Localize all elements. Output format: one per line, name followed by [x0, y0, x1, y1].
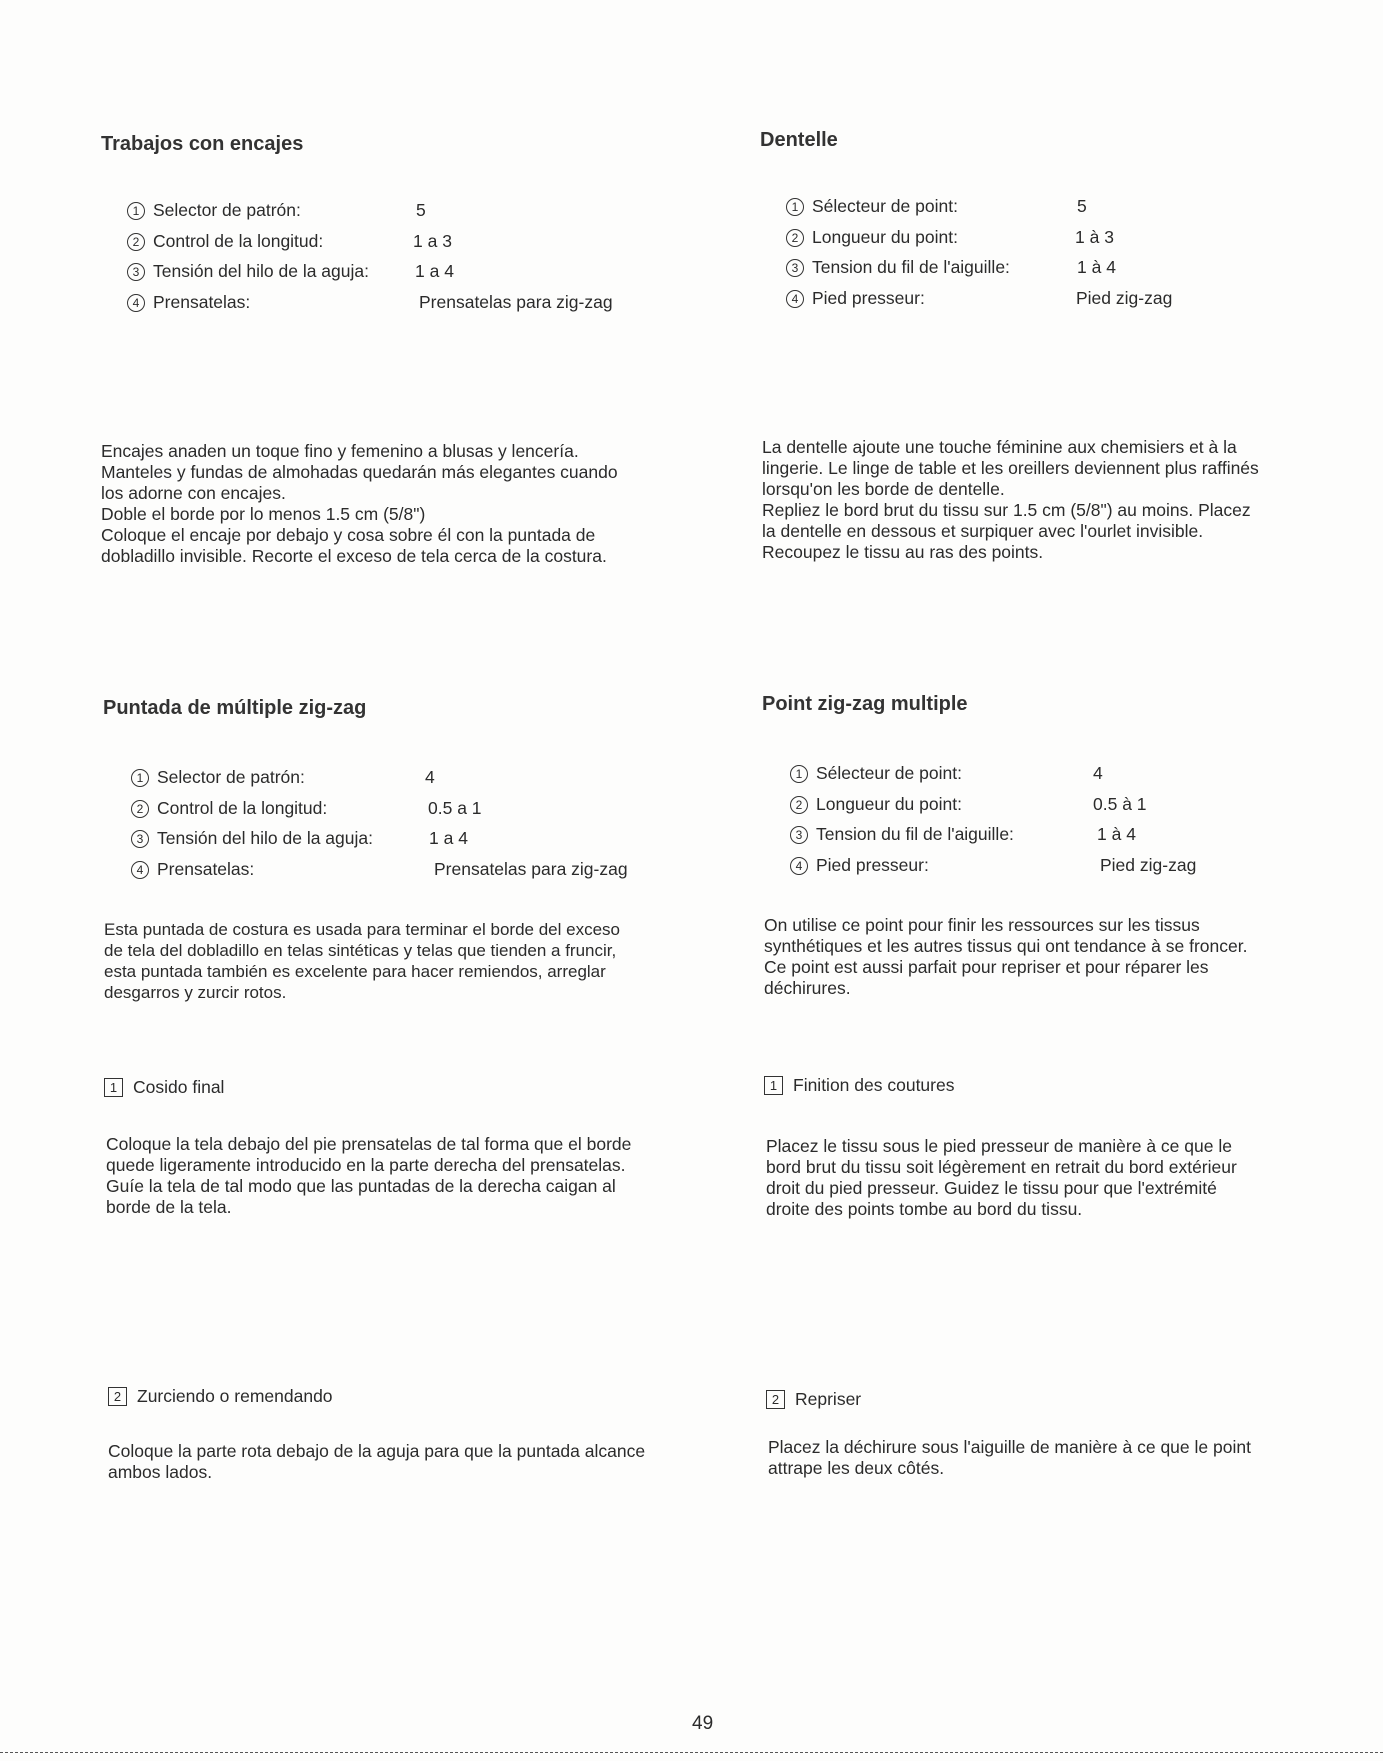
paragraph-line: lorsqu'on les borde de dentelle.	[762, 479, 1005, 499]
setting-label: Longueur du point:	[812, 227, 958, 247]
paragraph-line: Recoupez le tissu au ras des points.	[762, 542, 1044, 562]
subsection-title: Repriser	[795, 1389, 862, 1409]
paragraph-line: Coloque el encaje por debajo y cosa sobre él con la puntada de	[101, 525, 596, 545]
setting-value: 0.5 a 1	[428, 798, 482, 818]
paragraph-line: los adorne con encajes.	[101, 483, 286, 503]
setting-value: Pied zig-zag	[1100, 855, 1197, 875]
step-number-square: 1	[764, 1076, 783, 1095]
setting-label: Pied presseur:	[812, 288, 925, 308]
step-number-circle: 3	[790, 826, 808, 844]
paragraph-line: Esta puntada de costura es usada para terminar el borde del exceso	[104, 920, 620, 939]
setting-row	[790, 763, 962, 784]
setting-label: Tension du fil de l'aiguille:	[812, 257, 1010, 277]
setting-row	[127, 261, 369, 282]
section-title-lace-fr: Dentelle	[760, 129, 838, 151]
subsection-title: Cosido final	[133, 1077, 225, 1097]
paragraph-line: Repliez le bord brut du tissu sur 1.5 cm (5/8") au moins. Placez	[762, 500, 1251, 520]
step-number-circle: 1	[131, 769, 149, 787]
step-number-square: 2	[108, 1387, 127, 1406]
step-number-circle: 1	[127, 202, 145, 220]
setting-row	[786, 257, 1010, 278]
setting-value: 1 à 3	[1075, 227, 1114, 247]
setting-row	[127, 292, 250, 313]
setting-value: 5	[1077, 196, 1087, 216]
setting-label: Selector de patrón:	[157, 767, 305, 787]
setting-label: Control de la longitud:	[153, 231, 324, 251]
paragraph-line: attrape les deux côtés.	[768, 1458, 945, 1478]
step-number-circle: 4	[786, 290, 804, 308]
paragraph-line: dobladillo invisible. Recorte el exceso de tela cerca de la costura.	[101, 546, 607, 566]
setting-row	[790, 824, 1014, 845]
paragraph-line: droite des points tombe au bord du tissu.	[766, 1199, 1083, 1219]
paragraph-line: Coloque la parte rota debajo de la aguja para que la puntada alcance	[108, 1441, 646, 1461]
subsection-finish-seam-es	[104, 1077, 224, 1098]
step-number-circle: 2	[131, 800, 149, 818]
setting-value: 4	[425, 767, 435, 787]
setting-label: Longueur du point:	[816, 794, 962, 814]
step-number-square: 1	[104, 1078, 123, 1097]
paragraph-line: déchirures.	[764, 978, 851, 998]
setting-row	[786, 288, 925, 309]
step-number-circle: 2	[127, 233, 145, 251]
setting-value: 1 à 4	[1077, 257, 1116, 277]
step-number-circle: 2	[790, 796, 808, 814]
setting-row	[790, 794, 962, 815]
paragraph-lace-es	[101, 441, 701, 567]
subsection-darning-es	[108, 1386, 333, 1407]
paragraph-line: La dentelle ajoute une touche féminine aux chemisiers et à la	[762, 437, 1237, 457]
step-number-circle: 4	[790, 857, 808, 875]
setting-row	[786, 196, 958, 217]
setting-row	[786, 227, 958, 248]
setting-label: Tensión del hilo de la aguja:	[157, 828, 373, 848]
setting-value: Prensatelas para zig-zag	[419, 292, 613, 312]
setting-label: Pied presseur:	[816, 855, 929, 875]
setting-value: 4	[1093, 763, 1103, 783]
step-number-circle: 1	[786, 198, 804, 216]
paragraph-line: Doble el borde por lo menos 1.5 cm (5/8")	[101, 504, 426, 524]
paragraph-lace-fr	[762, 437, 1362, 563]
setting-row	[131, 859, 254, 880]
setting-label: Selector de patrón:	[153, 200, 301, 220]
setting-label: Sélecteur de point:	[816, 763, 962, 783]
paragraph-line: On utilise ce point pour finir les ressources sur les tissus	[764, 915, 1200, 935]
setting-value: Pied zig-zag	[1076, 288, 1173, 308]
setting-label: Control de la longitud:	[157, 798, 328, 818]
paragraph-line: la dentelle en dessous et surpiquer avec l'ourlet invisible.	[762, 521, 1204, 541]
paragraph-line: quede ligeramente introducido en la parte derecha del prensatelas.	[106, 1155, 626, 1175]
step-number-circle: 2	[786, 229, 804, 247]
setting-value: 1 a 3	[413, 231, 452, 251]
setting-value: Prensatelas para zig-zag	[434, 859, 628, 879]
subsection-title: Zurciendo o remendando	[137, 1386, 333, 1406]
setting-value: 1 à 4	[1097, 824, 1136, 844]
setting-label: Prensatelas:	[157, 859, 255, 879]
setting-value: 1 a 4	[415, 261, 454, 281]
paragraph-line: Manteles y fundas de almohadas quedarán más elegantes cuando	[101, 462, 618, 482]
subsection-finish-seam-fr	[764, 1075, 954, 1096]
paragraph-line: lingerie. Le linge de table et les oreillers deviennent plus raffinés	[762, 458, 1259, 478]
setting-row	[131, 798, 327, 819]
section-title-multizigzag-es: Puntada de múltiple zig-zag	[103, 697, 367, 719]
paragraph-line: Placez la déchirure sous l'aiguille de manière à ce que le point	[768, 1437, 1251, 1457]
setting-row	[790, 855, 929, 876]
setting-label: Prensatelas:	[153, 292, 251, 312]
setting-row	[131, 767, 305, 788]
setting-row	[127, 200, 301, 221]
setting-label: Tension du fil de l'aiguille:	[816, 824, 1014, 844]
page-number: 49	[692, 1713, 714, 1734]
setting-label: Sélecteur de point:	[812, 196, 958, 216]
step-number-circle: 3	[131, 830, 149, 848]
setting-row	[131, 828, 373, 849]
paragraph-line: ambos lados.	[108, 1462, 213, 1482]
paragraph-line: Coloque la tela debajo del pie prensatelas de tal forma que el borde	[106, 1134, 632, 1154]
section-title-multizigzag-fr: Point zig-zag multiple	[762, 693, 968, 715]
page-bottom-rule	[0, 1752, 1383, 1753]
paragraph-line: de tela del dobladillo en telas sintéticas y telas que tienden a fruncir,	[104, 941, 617, 960]
paragraph-line: Ce point est aussi parfait pour repriser et pour réparer les	[764, 957, 1209, 977]
paragraph-line: Placez le tissu sous le pied presseur de manière à ce que le	[766, 1136, 1232, 1156]
step-number-circle: 4	[127, 294, 145, 312]
paragraph-line: Encajes anaden un toque fino y femenino a blusas y lencería.	[101, 441, 579, 461]
subsection-darning-fr	[766, 1389, 861, 1410]
paragraph-darning-fr	[768, 1437, 1368, 1479]
setting-value: 5	[416, 200, 426, 220]
setting-value: 1 a 4	[429, 828, 468, 848]
setting-value: 0.5 à 1	[1093, 794, 1147, 814]
step-number-square: 2	[766, 1390, 785, 1409]
setting-label: Tensión del hilo de la aguja:	[153, 261, 369, 281]
step-number-circle: 3	[127, 263, 145, 281]
step-number-circle: 3	[786, 259, 804, 277]
section-title-lace-es: Trabajos con encajes	[101, 133, 304, 155]
setting-row	[127, 231, 323, 252]
paragraph-finish-seam-es	[106, 1134, 706, 1218]
step-number-circle: 1	[790, 765, 808, 783]
step-number-circle: 4	[131, 861, 149, 879]
paragraph-finish-seam-fr	[766, 1136, 1366, 1220]
paragraph-line: synthétiques et les autres tissus qui ont tendance à se froncer.	[764, 936, 1248, 956]
paragraph-line: bord brut du tissu soit légèrement en retrait du bord extérieur	[766, 1157, 1237, 1177]
paragraph-line: borde de la tela.	[106, 1197, 232, 1217]
subsection-title: Finition des coutures	[793, 1075, 955, 1095]
paragraph-multizigzag-es	[104, 919, 704, 1003]
paragraph-line: droit du pied presseur. Guidez le tissu pour que l'extrémité	[766, 1178, 1217, 1198]
paragraph-line: desgarros y zurcir rotos.	[104, 983, 287, 1002]
paragraph-line: Guíe la tela de tal modo que las puntadas de la derecha caigan al	[106, 1176, 616, 1196]
paragraph-darning-es	[108, 1441, 708, 1483]
paragraph-multizigzag-fr	[764, 915, 1364, 999]
paragraph-line: esta puntada también es excelente para hacer remiendos, arreglar	[104, 962, 606, 981]
